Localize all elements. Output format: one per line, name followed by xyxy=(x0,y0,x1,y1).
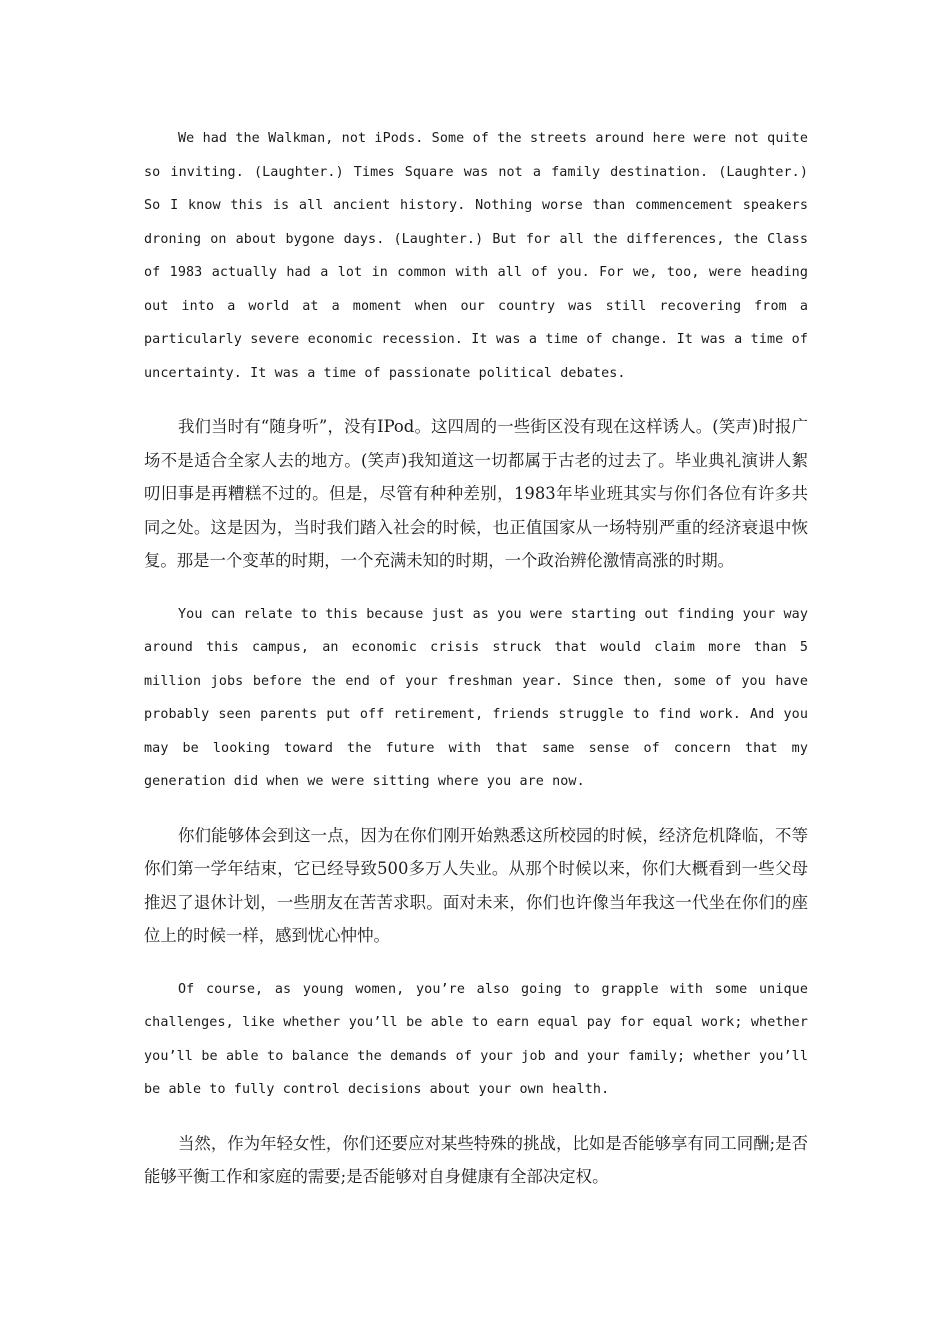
document-body xyxy=(144,122,808,1214)
paragraph-chinese-1: 我们当时有“随身听”，没有IPod。这四周的一些街区没有现在这样诱人。(笑声)时报广场不是适合全家人去的地方。(笑声)我知道这一切都属于古老的过去了。毕业典礼演讲人絮叨旧事是再糟糕不过的。但是，尽管有种种差别，1983年毕业班其实与你们各位有许多共同之处。这是因为，当时我们踏入社会的时候，也正值国家从一场特别严重的经济衰退中恢复。那是一个变革的时期，一个充满未知的时期，一个政治辨伦激情高涨的时期。 xyxy=(144,417,808,570)
paragraph-english-2: You can relate to this because just as you were starting out finding your way around this campus, an economic crisis struck that would claim more than 5 million jobs before the end of your freshman year. Since then, some of you have probably seen parents put off retirement, friends struggle to find work. And you may be looking toward the future with that same sense of concern that my generation did when we were sitting where you are now. xyxy=(144,606,808,789)
paragraph-english-3: Of course, as young women, you’re also going to grapple with some unique challenges, like whether you’ll be able to earn equal pay for equal work; whether you’ll be able to balance the demands of your job and your family; whether you’ll be able to fully control decisions about your own health. xyxy=(144,981,808,1097)
paragraph-english-1: We had the Walkman, not iPods. Some of the streets around here were not quite so inviting. (Laughter.) Times Square was not a family destination. (Laughter.) So I know this is all ancient history. Nothing worse than commencement speakers droning on about bygone days. (Laughter.) But for all the differences, the Class of 1983 actually had a lot in common with all of you. For we, too, were heading out into a world at a moment when our country was still recovering from a particularly severe economic recession. It was a time of change. It was a time of uncertainty. It was a time of passionate political debates. xyxy=(144,131,808,381)
paragraph-chinese-2: 你们能够体会到这一点，因为在你们刚开始熟悉这所校园的时候，经济危机降临，不等你们第一学年结束，它已经导致500多万人失业。从那个时候以来，你们大概看到一些父母推迟了退休计划，一些朋友在苦苦求职。面对未来，你们也许像当年我这一代坐在你们的座位上的时候一样，感到忧心忡忡。 xyxy=(144,825,808,945)
paragraph-chinese-3: 当然，作为年轻女性，你们还要应对某些特殊的挑战，比如是否能够享有同工同酬;是否能够平衡工作和家庭的需要;是否能够对自身健康有全部决定权。 xyxy=(144,1133,808,1186)
